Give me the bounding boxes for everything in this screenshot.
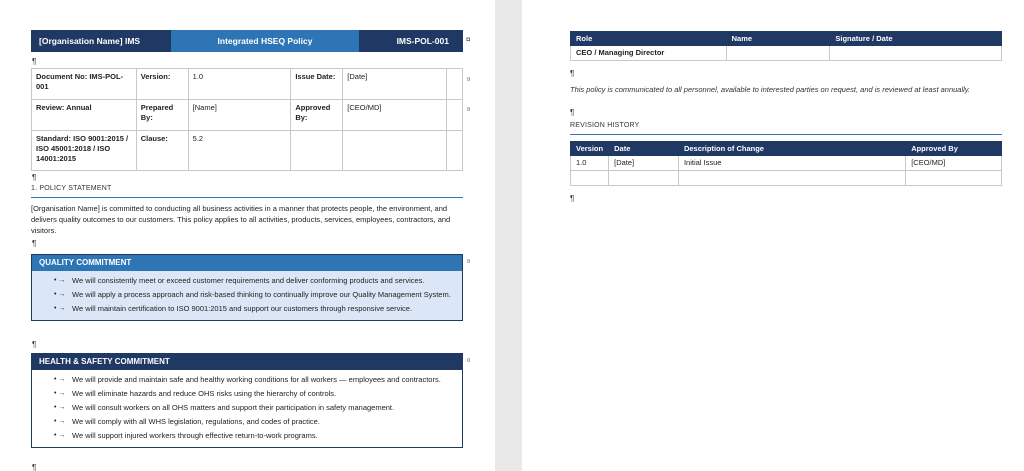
heading-rule — [31, 197, 463, 198]
list-item: • → We will consult workers on all OHS matters and support their participation in safety management. — [54, 402, 456, 413]
revision-history-table — [570, 141, 1002, 186]
table-row — [571, 171, 1002, 186]
pilcrow: ¶ — [570, 194, 575, 203]
version-cell — [571, 171, 609, 186]
list-item: • → We will support injured workers through effective return-to-work programs. — [54, 430, 456, 441]
approved-by-cell: [CEO/MD] — [906, 156, 1002, 171]
table-row — [571, 156, 1002, 171]
list-item: • → We will maintain certification to ISO 9001:2015 and support our customers through responsive service. — [54, 303, 456, 314]
empty-cell — [446, 100, 462, 131]
signature-date-header: Signature / Date — [830, 32, 1002, 46]
quality-commitment-box — [31, 254, 463, 321]
issue-date-value: [Date] — [343, 69, 447, 100]
role-cell: CEO / Managing Director — [571, 46, 727, 61]
approval-signature-table — [570, 31, 1002, 61]
standard-label: Standard: ISO 9001:2015 / ISO 45001:2018 / ISO 14001:2015 — [32, 131, 137, 171]
health-safety-list — [32, 370, 462, 447]
policy-statement-text: [Organisation Name] is committed to conducting all business activities in a manner that protects people, the environment, and delivers quality outcomes to our customers. This policy applies to all activities, products, services, employees, contractors, and visitors. — [31, 204, 451, 235]
empty-cell — [291, 131, 343, 171]
pilcrow: ¶ — [32, 239, 37, 248]
health-safety-heading: HEALTH & SAFETY COMMITMENT — [32, 354, 462, 370]
header-org: [Organisation Name] IMS — [31, 30, 171, 52]
document-page-1 — [0, 0, 495, 471]
empty-cell — [446, 69, 462, 100]
signature-cell — [830, 46, 1002, 61]
name-header: Name — [726, 32, 830, 46]
issue-date-label: Issue Date: — [291, 69, 343, 100]
prepared-label: Prepared By: — [136, 100, 188, 131]
empty-cell — [446, 131, 462, 171]
list-item: • → We will provide and maintain safe and healthy working conditions for all workers — employees and contractors. — [54, 374, 456, 385]
list-item: • → We will eliminate hazards and reduce OHS risks using the hierarchy of controls. — [54, 388, 456, 399]
pilcrow: ¶ — [570, 69, 575, 78]
cell-marker: ¤ — [467, 358, 471, 364]
prepared-value: [Name] — [188, 100, 291, 131]
policy-statement-heading: 1. POLICY STATEMENT — [31, 185, 112, 192]
empty-cell — [343, 131, 447, 171]
date-header: Date — [609, 142, 679, 156]
pilcrow: ¶ — [32, 173, 37, 182]
version-cell: 1.0 — [571, 156, 609, 171]
header-title: Integrated HSEQ Policy — [171, 30, 359, 52]
pilcrow: ¶ — [32, 463, 37, 471]
list-item: • → We will comply with all WHS legislation, regulations, and codes of practice. — [54, 416, 456, 427]
revision-history-heading: REVISION HISTORY — [570, 122, 640, 129]
name-cell — [726, 46, 830, 61]
description-cell — [678, 171, 905, 186]
version-header: Version — [571, 142, 609, 156]
role-header: Role — [571, 32, 727, 46]
quality-commitment-heading: QUALITY COMMITMENT — [32, 255, 462, 271]
version-label: Version: — [136, 69, 188, 100]
row-marker: ¤ — [467, 77, 471, 83]
date-cell: [Date] — [609, 156, 679, 171]
approved-value: [CEO/MD] — [343, 100, 447, 131]
version-value: 1.0 — [188, 69, 291, 100]
health-safety-commitment-box — [31, 353, 463, 448]
cell-marker: ¤ — [466, 35, 471, 44]
cell-marker: ¤ — [467, 259, 471, 265]
list-item: • → We will consistently meet or exceed customer requirements and deliver conforming products and services. — [54, 275, 456, 286]
communication-statement: This policy is communicated to all personnel, available to interested parties on request, and is reviewed at least annually. — [570, 85, 971, 94]
doc-no-label: Document No: IMS-POL-001 — [32, 69, 137, 100]
document-page-2 — [522, 0, 1024, 471]
heading-rule — [570, 134, 1002, 135]
document-info-table — [31, 68, 463, 171]
clause-value: 5.2 — [188, 131, 291, 171]
description-cell: Initial Issue — [678, 156, 905, 171]
pilcrow: ¶ — [570, 108, 575, 117]
approved-by-header: Approved By — [906, 142, 1002, 156]
description-header: Description of Change — [678, 142, 905, 156]
clause-label: Clause: — [136, 131, 188, 171]
row-marker: ¤ — [467, 107, 471, 113]
pilcrow: ¶ — [32, 340, 37, 349]
quality-commitment-list — [32, 271, 462, 320]
approved-by-cell — [906, 171, 1002, 186]
pilcrow: ¶ — [32, 57, 37, 66]
approved-label: Approved By: — [291, 100, 343, 131]
header-band — [31, 30, 463, 52]
review-label: Review: Annual — [32, 100, 137, 131]
list-item: • → We will apply a process approach and risk-based thinking to continually improve our Quality Management System. — [54, 289, 456, 300]
date-cell — [609, 171, 679, 186]
header-code: IMS-POL-001 — [359, 30, 463, 52]
